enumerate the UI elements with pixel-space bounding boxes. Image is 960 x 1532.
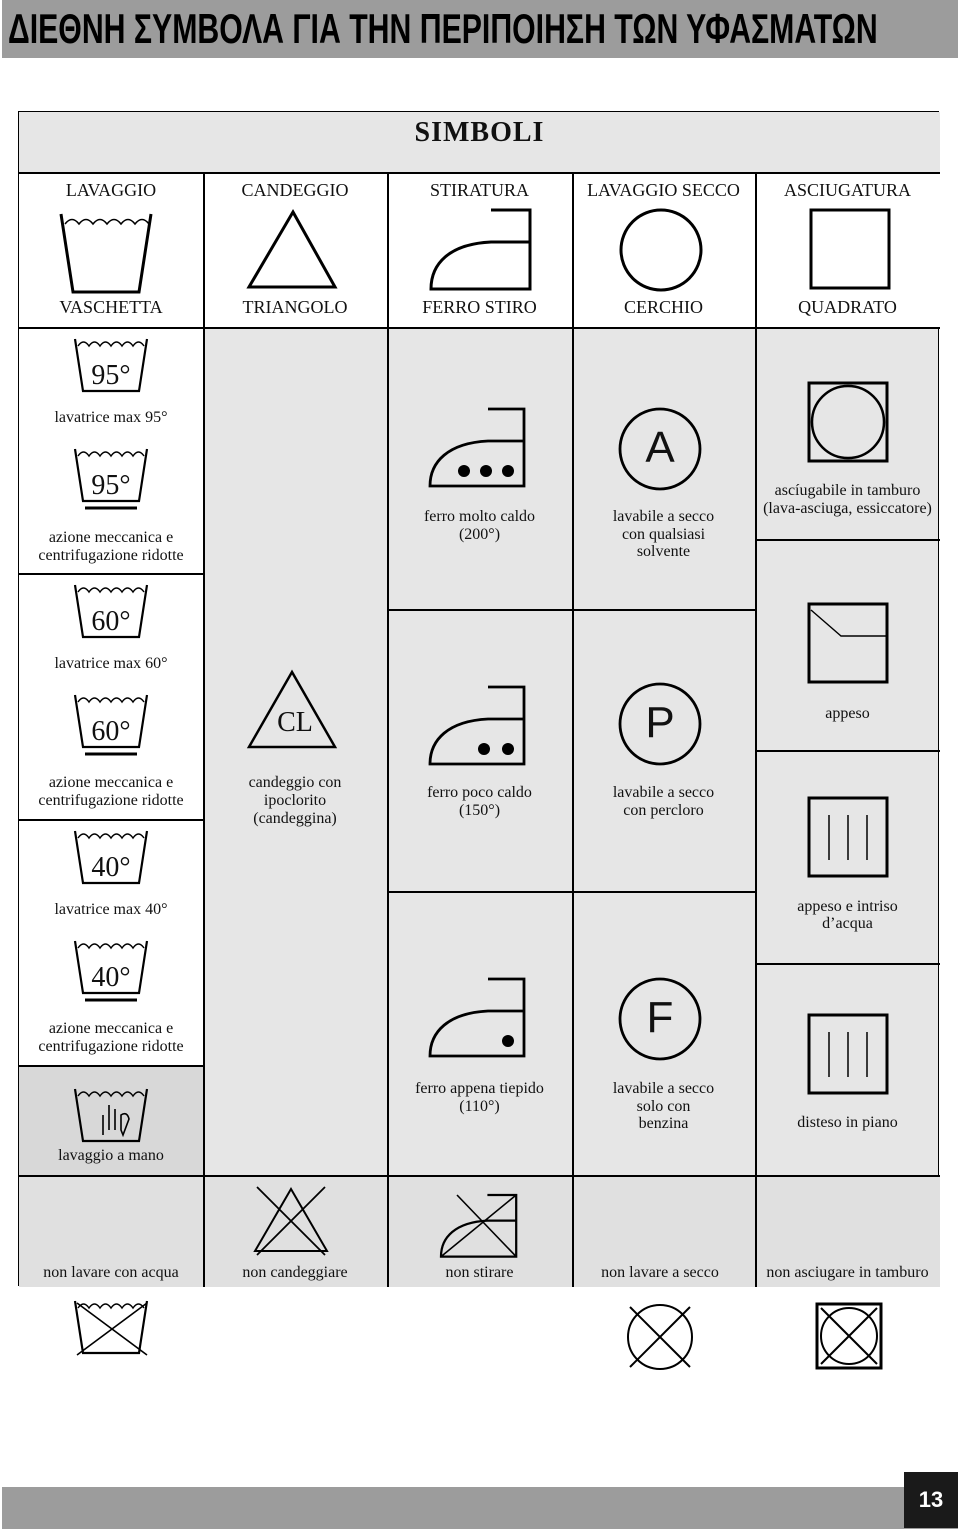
dryclean-label: con qualsiasi [621, 526, 706, 543]
triangle-icon [249, 212, 335, 287]
drying-label: disteso in piano [797, 1114, 898, 1131]
tumble-dry-icon [809, 383, 887, 461]
iron-one-dot-icon [430, 979, 524, 1056]
symbol-name: CERCHIO [623, 297, 703, 317]
wash-temp: 60° [91, 606, 131, 637]
drying-label: (lava-asciuga, essiccatore) [763, 500, 932, 517]
drying-label: d’acqua [822, 915, 873, 932]
no-dryclean-icon [628, 1305, 692, 1369]
wash-label: azione meccanica e [48, 1020, 174, 1037]
drying-label: ascíugabile in tamburo [774, 482, 921, 499]
header-bar [2, 0, 958, 58]
iron-label: (110°) [459, 1098, 500, 1115]
dryclean-label: solvente [636, 543, 691, 560]
wash-label: lavatrice max 40° [54, 901, 168, 918]
care-symbols-table [18, 111, 939, 1286]
line-dry-icon [809, 604, 887, 682]
wash-label: lavatrice max 60° [54, 655, 168, 672]
symbol-name: VASCHETTA [59, 297, 163, 317]
drying-label: appeso e intriso [797, 898, 898, 915]
wash-temp: 40° [91, 852, 131, 883]
dryclean-letter: F [646, 993, 674, 1042]
wash-label: lavaggio a mano [58, 1147, 164, 1164]
drip-dry-icon [809, 798, 887, 876]
prohibited-label: non lavare con acqua [43, 1264, 179, 1281]
no-wash-icon [75, 1301, 147, 1355]
prohibited-label: non candeggiare [242, 1264, 348, 1281]
bleach-label: candeggio con [248, 774, 342, 791]
footer-bar [2, 1487, 958, 1529]
chart-title: SIMBOLI [414, 117, 545, 148]
wash-temp: 95° [91, 470, 131, 501]
iron-label: (200°) [458, 526, 501, 543]
page-number: 13 [904, 1472, 958, 1528]
iron-label: ferro appena tiepido [415, 1080, 544, 1097]
wash-temp: 40° [91, 962, 131, 993]
iron-two-dots-icon [430, 687, 524, 764]
prohibited-label: non stirare [445, 1264, 514, 1281]
square-icon [811, 210, 889, 288]
iron-symbols [387, 327, 572, 1175]
wash-label: centrifugazione ridotte [38, 1038, 184, 1055]
dryclean-label: lavabile a secco [612, 1080, 715, 1097]
iron-label: ferro molto caldo [423, 508, 536, 525]
page-title: ΔΙΕΘΝΗ ΣΥΜΒΟΛΑ ΓΙΑ ΤΗΝ ΠΕΡΙΠΟΙΗΣΗ ΤΩΝ ΥΦΑΣΜΑΤΩΝ [8, 5, 878, 52]
prohibited-label: non asciugare in tamburo [766, 1264, 929, 1281]
iron-label: (150°) [458, 802, 501, 819]
symbol-name: TRIANGOLO [242, 297, 348, 317]
wash-temp: 60° [91, 716, 131, 747]
dryclean-label: lavabile a secco [612, 784, 715, 801]
drying-symbols [755, 327, 940, 1175]
dryclean-letter: P [645, 698, 675, 747]
iron-label: ferro poco caldo [427, 784, 532, 801]
dryclean-label: lavabile a secco [612, 508, 715, 525]
circle-icon [621, 210, 701, 290]
iron-three-dots-icon [430, 409, 524, 486]
dryclean-label: con percloro [623, 802, 704, 819]
category-name: STIRATURA [429, 180, 529, 200]
prohibited-label: non lavare a secco [601, 1264, 719, 1281]
symbol-name: QUADRATO [798, 297, 897, 317]
no-tumble-dry-icon [817, 1304, 881, 1368]
bleach-mark: CL [277, 707, 313, 738]
washtub-icon [61, 214, 151, 292]
drying-label: appeso [825, 705, 870, 722]
wash-label: azione meccanica e [48, 529, 174, 546]
dryclean-label: solo con [636, 1098, 691, 1115]
iron-icon [431, 210, 530, 289]
dry-flat-icon [809, 1015, 887, 1093]
dryclean-letter: A [645, 423, 675, 472]
wash-label: centrifugazione ridotte [38, 792, 184, 809]
hand-wash-icon [75, 1089, 147, 1141]
wash-label: azione meccanica e [48, 774, 174, 791]
wash-label: lavatrice max 95° [54, 409, 168, 426]
wash-label: centrifugazione ridotte [38, 547, 184, 564]
symbol-name: FERRO STIRO [422, 297, 537, 317]
dryclean-label: benzina [638, 1115, 689, 1132]
wash-temp: 95° [91, 360, 131, 391]
category-name: CANDEGGIO [241, 180, 349, 200]
bleach-label: ipoclorito [263, 792, 327, 809]
category-name: LAVAGGIO [65, 180, 157, 200]
bleach-label: (candeggina) [253, 810, 337, 827]
category-name: ASCIUGATURA [783, 180, 911, 200]
category-name: LAVAGGIO SECCO [587, 180, 740, 200]
